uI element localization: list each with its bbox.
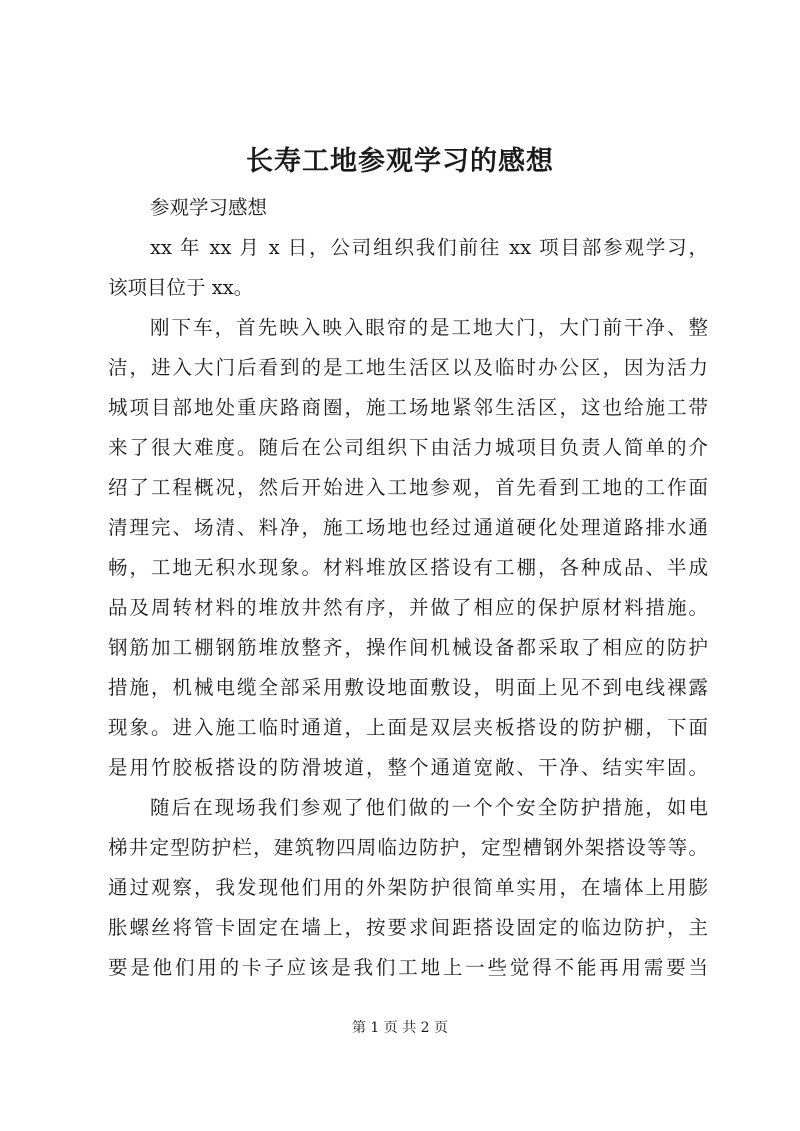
text-line: 通过观察，我发现他们用的外架防护很简单实用，在墙体上用膨 [108, 876, 708, 899]
text-line: 胀螺丝将管卡固定在墙上，按要求间距搭设固定的临边防护，主 [108, 916, 708, 939]
text-line: 刚下车，首先映入映入眼帘的是工地大门，大门前干净、整 [150, 316, 708, 339]
document-title: 长寿工地参观学习的感想 [246, 146, 554, 177]
text-line: 城项目部地处重庆路商圈，施工场地紧邻生活区，这也给施工带 [108, 396, 708, 419]
text-line: 清理完、场清、料净，施工场地也经过通道硬化处理道路排水通 [108, 516, 708, 539]
text-line: xx 年 xx 月 x 日，公司组织我们前往 xx 项目部参观学习， [150, 236, 708, 259]
text-line: 洁，进入大门后看到的是工地生活区以及临时办公区，因为活力 [108, 356, 708, 379]
text-line: 来了很大难度。随后在公司组织下由活力城项目负责人简单的介 [108, 436, 708, 459]
text-line: 绍了工程概况，然后开始进入工地参观，首先看到工地的工作面 [108, 476, 708, 499]
text-line: 该项目位于 xx。 [108, 276, 254, 299]
text-line: 现象。进入施工临时通道，上面是双层夹板搭设的防护棚，下面 [108, 716, 708, 739]
text-line: 畅，工地无积水现象。材料堆放区搭设有工棚，各种成品、半成 [108, 556, 708, 579]
text-line: 要是他们用的卡子应该是我们工地上一些觉得不能再用需要当 [108, 956, 708, 979]
text-line: 是用竹胶板搭设的防滑坡道，整个通道宽敞、干净、结实牢固。 [108, 756, 708, 779]
text-line: 随后在现场我们参观了他们做的一个个安全防护措施，如电 [150, 796, 708, 819]
page-number: 第 1 页 共 2 页 [351, 1020, 449, 1036]
text-line: 钢筋加工棚钢筋堆放整齐，操作间机械设备都采取了相应的防护 [108, 636, 708, 659]
text-line: 梯井定型防护栏，建筑物四周临边防护，定型槽钢外架搭设等等。 [108, 836, 708, 859]
text-line: 措施，机械电缆全部采用敷设地面敷设，明面上见不到电线裸露 [108, 676, 708, 699]
document-subtitle: 参观学习感想 [150, 196, 268, 219]
text-line: 品及周转材料的堆放井然有序，并做了相应的保护原材料措施。 [108, 596, 708, 619]
